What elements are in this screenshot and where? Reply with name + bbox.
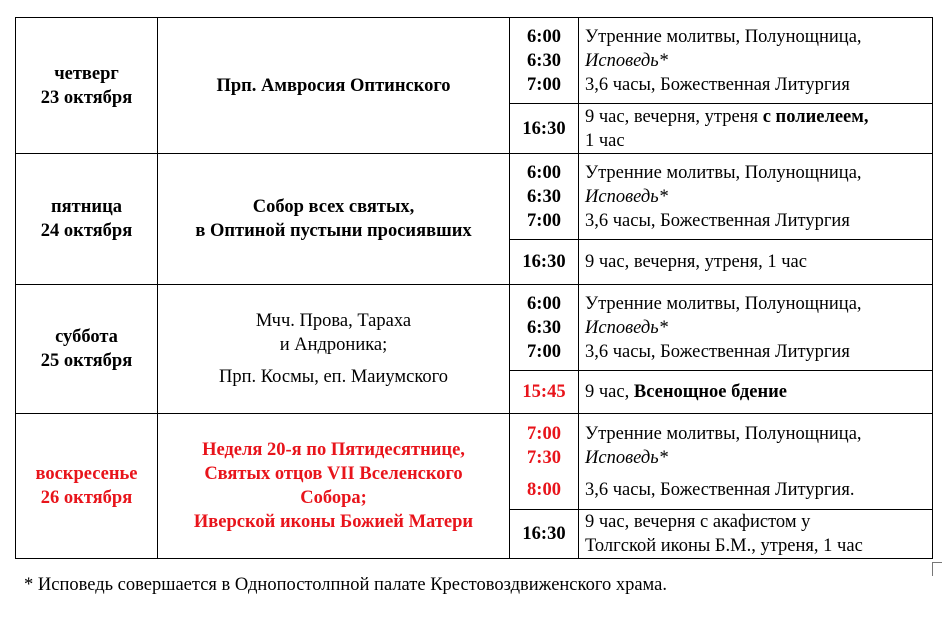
- morning-times: [510, 414, 579, 510]
- morning-services: [579, 414, 933, 510]
- day-cell: [16, 285, 158, 414]
- time: 6:00: [527, 162, 561, 183]
- date: 26 октября: [40, 488, 133, 508]
- time: 6:30: [527, 50, 561, 71]
- time: 7:00: [527, 74, 561, 95]
- date: 24 октября: [40, 221, 133, 241]
- time: 8:00: [527, 479, 561, 500]
- morning-times: [510, 154, 579, 240]
- service-line: 3,6 часы, Божественная Литургия.: [585, 479, 855, 500]
- morning-services: [579, 285, 933, 371]
- evening-services: [579, 510, 933, 559]
- service-line: Утренние молитвы, Полунощница,: [585, 162, 862, 183]
- day-row-sunday-morning: [16, 414, 933, 510]
- feast-cell: [158, 154, 510, 285]
- feast-cell: [158, 18, 510, 154]
- evening-time: 16:30: [510, 104, 579, 154]
- evening-bold: Всенощное бдение: [633, 382, 788, 402]
- service-line-confession: Исповедь*: [585, 50, 668, 71]
- evening-time: 16:30: [510, 240, 579, 285]
- service-line: Утренние молитвы, Полунощница,: [585, 423, 862, 444]
- feast-line: Святых отцов VII Вселенского: [204, 464, 463, 484]
- service-line: 3,6 часы, Божественная Литургия: [585, 341, 850, 362]
- feast-cell: [158, 414, 510, 559]
- feast-line: Мчч. Прова, Тараха: [255, 311, 412, 331]
- service-line-confession: Исповедь*: [585, 186, 668, 207]
- day-row-saturday-morning: [16, 285, 933, 371]
- day-cell: [16, 154, 158, 285]
- evening-text: 9 час, вечерня, утреня: [585, 106, 763, 127]
- day-row-friday-morning: [16, 154, 933, 240]
- evening-bold: с полиелеем,: [762, 106, 869, 127]
- time: 6:30: [527, 317, 561, 338]
- date: 25 октября: [40, 351, 133, 371]
- service-line: 3,6 часы, Божественная Литургия: [585, 210, 850, 231]
- feast-line: и Андроника;: [279, 335, 388, 355]
- morning-services: [579, 18, 933, 104]
- day-cell: [16, 18, 158, 154]
- evening-text: 9 час, вечерня, утреня, 1 час: [585, 252, 807, 272]
- feast-line: Прп. Космы, еп. Маиумского: [218, 367, 448, 387]
- feast-line: Собора;: [300, 488, 367, 508]
- weekday: воскресенье: [35, 464, 138, 484]
- time: 6:00: [527, 293, 561, 314]
- schedule-table: [15, 17, 933, 559]
- service-line: 3,6 часы, Божественная Литургия: [585, 74, 850, 95]
- evening-text: 9 час,: [585, 382, 634, 402]
- feast-line: в Оптиной пустыни просиявших: [195, 221, 472, 241]
- service-line-confession: Исповедь*: [585, 317, 668, 338]
- feast-line: Иверской иконы Божией Матери: [193, 512, 474, 532]
- feast-line: Собор всех святых,: [252, 197, 415, 217]
- morning-times: [510, 18, 579, 104]
- time: 7:30: [527, 447, 561, 468]
- morning-services: [579, 154, 933, 240]
- evening-services: [579, 240, 933, 285]
- service-line: Утренние молитвы, Полунощница,: [585, 26, 862, 47]
- time: 6:30: [527, 186, 561, 207]
- evening-text2: 1 час: [585, 130, 625, 151]
- footnote: * Исповедь совершается в Однопостолпной палате Крестовоздвиженского храма.: [24, 575, 667, 595]
- weekday: четверг: [54, 63, 119, 84]
- feast-line: Прп. Амвросия Оптинского: [216, 75, 451, 96]
- time: 7:00: [527, 423, 561, 444]
- day-cell: [16, 414, 158, 559]
- date: 23 октября: [40, 87, 133, 108]
- evening-services: [579, 371, 933, 414]
- evening-text2: Толгской иконы Б.М., утреня, 1 час: [585, 536, 863, 556]
- morning-times: [510, 285, 579, 371]
- evening-text: 9 час, вечерня с акафистом у: [585, 512, 811, 532]
- weekday: суббота: [55, 327, 118, 347]
- time: 7:00: [527, 341, 561, 362]
- evening-services: [579, 104, 933, 154]
- weekday: пятница: [51, 197, 122, 217]
- feast-cell: [158, 285, 510, 414]
- evening-time: 15:45: [510, 371, 579, 414]
- time: 6:00: [527, 26, 561, 47]
- evening-time: 16:30: [510, 510, 579, 559]
- service-line-confession: Исповедь*: [585, 447, 668, 468]
- text-boundary-marker: [932, 562, 942, 576]
- service-line: Утренние молитвы, Полунощница,: [585, 293, 862, 314]
- feast-line: Неделя 20-я по Пятидесятнице,: [202, 440, 465, 460]
- time: 7:00: [527, 210, 561, 231]
- day-row-thursday-morning: [16, 18, 933, 104]
